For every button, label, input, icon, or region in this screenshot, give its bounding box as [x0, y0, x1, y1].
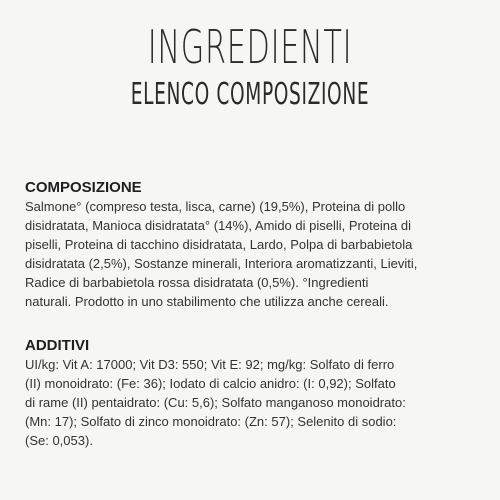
- text-line: (Se: 0,053).: [25, 433, 93, 448]
- additivi-section: [25, 336, 485, 450]
- text-line: disidratata, Manioca disidratata° (14%), Amido di piselli, Proteina di: [25, 218, 412, 233]
- text-line: disidratata (2,5%), Sostanze minerali, Interiora aromatizzanti, Lieviti,: [25, 256, 418, 271]
- text-line: UI/kg: Vit A: 17000; Vit D3: 550; Vit E: 92; mg/kg: Solfato di ferro: [25, 357, 395, 372]
- page-title: INGREDIENTI: [147, 20, 353, 74]
- text-line: naturali. Prodotto in uno stabilimento che utilizza anche cereali.: [25, 294, 389, 309]
- composizione-heading: COMPOSIZIONE: [25, 179, 142, 196]
- composizione-text: [25, 197, 485, 311]
- composizione-section: [25, 178, 485, 311]
- text-line: piselli, Proteina di tacchino disidratata, Lardo, Polpa di barbabietola: [25, 237, 413, 252]
- page-subtitle: ELENCO COMPOSIZIONE: [130, 77, 370, 112]
- text-line: di rame (II) pentaidrato: (Cu: 5,6); Solfato manganoso monoidrato:: [25, 395, 406, 410]
- title-block: [0, 18, 500, 114]
- text-line: (II) monoidrato: (Fe: 36); Iodato di calcio anidro: (I: 0,92); Solfato: [25, 376, 396, 391]
- text-line: Salmone° (compreso testa, lisca, carne) (19,5%), Proteina di pollo: [25, 199, 406, 214]
- text-line: (Mn: 17); Solfato di zinco monoidrato: (Zn: 57); Selenito di sodio:: [25, 414, 397, 429]
- additivi-text: [25, 355, 485, 450]
- additivi-heading: ADDITIVI: [25, 337, 90, 354]
- text-line: Radice di barbabietola rossa disidratata (0,5%). °Ingredienti: [25, 275, 369, 290]
